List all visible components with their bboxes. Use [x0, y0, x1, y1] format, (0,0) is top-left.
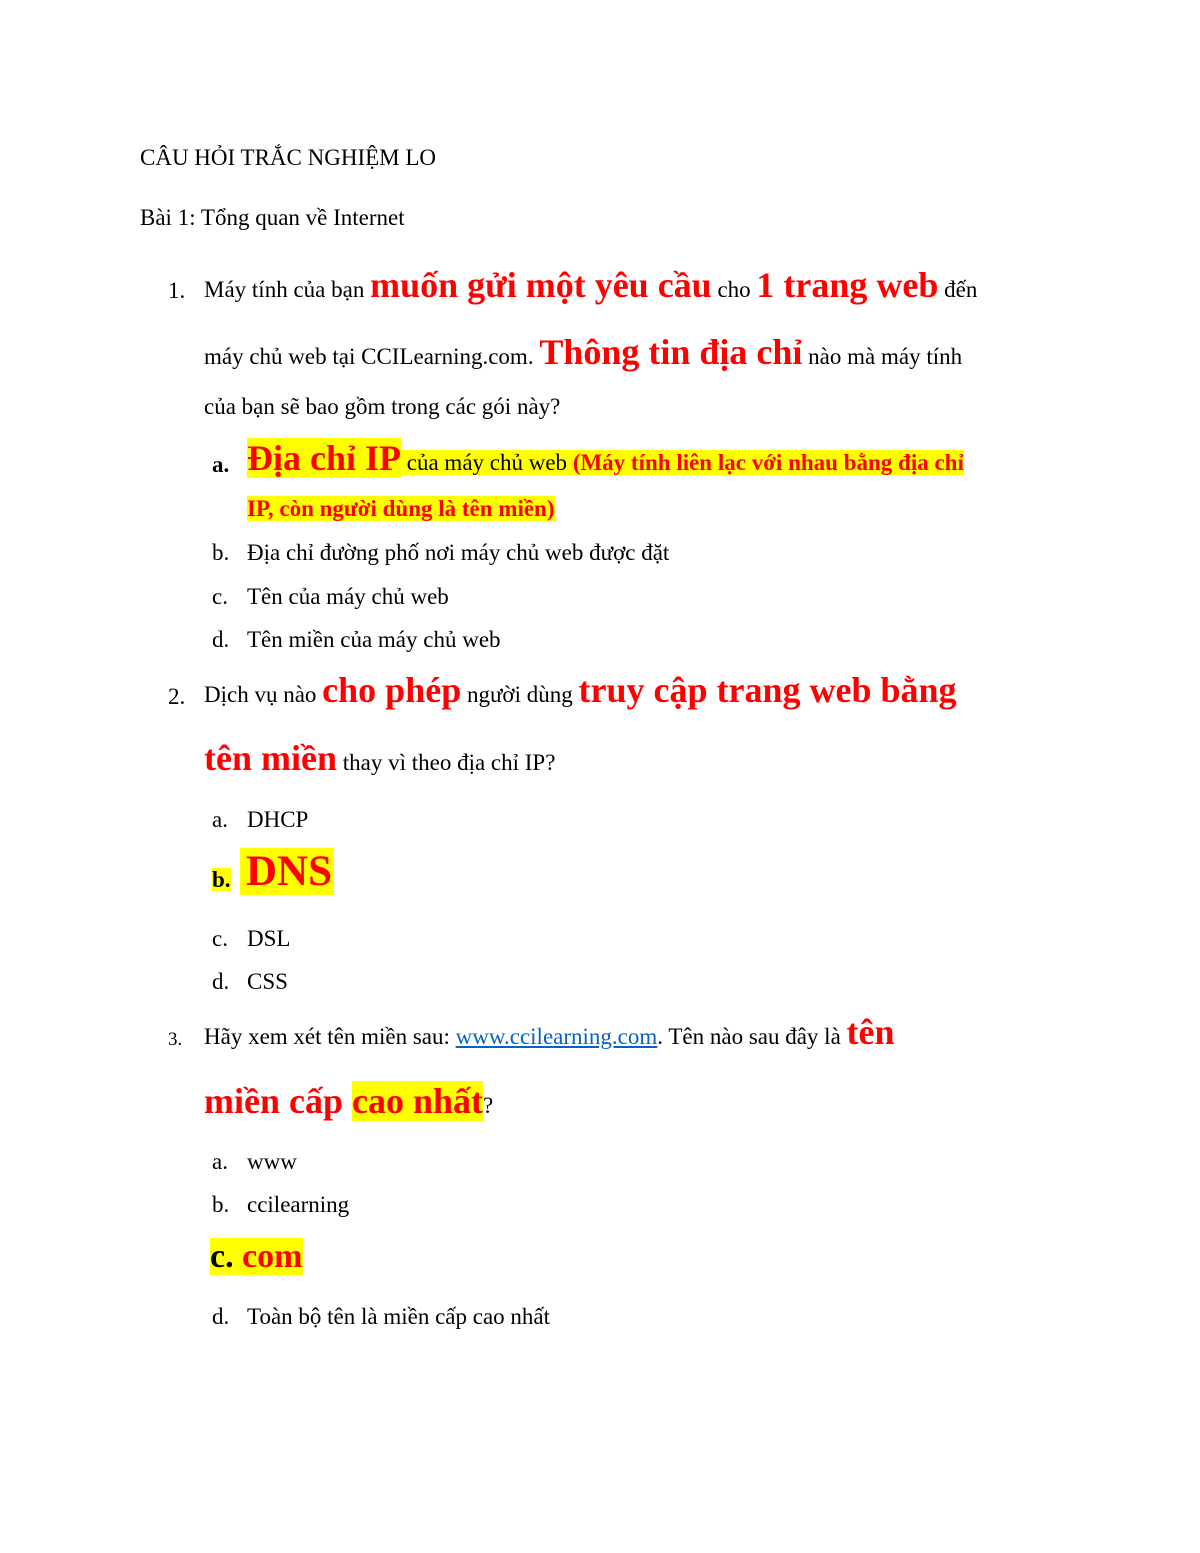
question-1-text: đến — [938, 277, 978, 302]
answer-text: của máy chủ web — [401, 450, 573, 475]
question-1-line-3: của bạn sẽ bao gồm trong các gói này? — [204, 394, 561, 419]
option-letter: b. — [212, 540, 230, 565]
question-1-text: cho — [711, 277, 757, 302]
document-heading: CÂU HỎI TRẮC NGHIỆM LO — [140, 145, 437, 170]
question-3-emphasis: tên — [846, 1012, 895, 1052]
question-3-text: Hãy xem xét tên miền sau: — [204, 1024, 456, 1049]
question-1-line-1 — [204, 267, 977, 308]
question-2-line-2 — [204, 740, 555, 781]
question-1-option-b: Địa chỉ đường phố nơi máy chủ web được đặt — [247, 540, 670, 565]
question-1-text: Máy tính của bạn — [204, 277, 371, 302]
option-letter: d. — [212, 1304, 230, 1329]
question-3-line-1 — [204, 1014, 895, 1055]
answer-highlight: DNS — [240, 848, 334, 895]
option-letter: a. — [212, 1149, 228, 1174]
question-1-emphasis: 1 trang web — [756, 265, 939, 305]
answer-highlight: com — [242, 1238, 303, 1275]
option-letter: b. — [212, 1192, 230, 1217]
question-1-option-d: Tên miền của máy chủ web — [247, 627, 501, 652]
question-1-text: nào mà máy tính — [802, 344, 963, 369]
lesson-title: Bài 1: Tổng quan về Internet — [140, 205, 405, 230]
question-1-answer-a — [247, 440, 964, 481]
question-1-line-2 — [204, 334, 962, 375]
question-1-emphasis: Thông tin địa chỉ — [539, 332, 803, 372]
question-2-emphasis: tên miền — [204, 738, 337, 778]
question-1-emphasis: muốn gửi một yêu cầu — [370, 265, 712, 305]
question-2-option-d: CSS — [247, 969, 288, 994]
option-letter: a. — [212, 452, 230, 477]
question-1-option-c: Tên của máy chủ web — [247, 584, 449, 609]
question-3-option-b: ccilearning — [247, 1192, 350, 1217]
domain-link[interactable]: www.ccilearning.com — [455, 1024, 658, 1049]
question-3-text: ? — [483, 1093, 494, 1118]
answer-note: IP, còn người dùng là tên miền) — [247, 496, 555, 521]
answer-highlight: Địa chỉ IP — [247, 438, 402, 478]
question-1-text: máy chủ web tại CCILearning.com. — [204, 344, 540, 369]
question-2-number: 2. — [168, 684, 186, 709]
question-3-answer-c — [210, 1237, 303, 1280]
option-letter: a. — [212, 807, 228, 832]
option-letter: d. — [212, 969, 230, 994]
question-3-line-2 — [204, 1081, 493, 1126]
question-3-number: 3. — [168, 1029, 183, 1050]
question-2-answer-b — [240, 848, 334, 902]
question-1-answer-a-continued — [247, 497, 555, 520]
option-letter: c. — [212, 584, 228, 609]
option-letter: b. — [212, 867, 231, 892]
question-3-text: . Tên nào sau đây là — [657, 1024, 847, 1049]
answer-note: (Máy tính liên lạc với nhau bằng địa chỉ — [572, 450, 964, 475]
question-3-emphasis-highlight: cao nhất — [352, 1081, 484, 1121]
question-3-option-d: Toàn bộ tên là miền cấp cao nhất — [247, 1304, 551, 1329]
option-letter: c. — [212, 926, 228, 951]
question-3-option-a: www — [247, 1149, 297, 1174]
option-letter: d. — [212, 627, 230, 652]
question-2-text: người dùng — [461, 682, 579, 707]
option-letter: c. — [210, 1238, 234, 1275]
question-2-option-a: DHCP — [247, 807, 309, 832]
question-2-text: thay vì theo địa chỉ IP? — [336, 750, 556, 775]
question-2-option-c: DSL — [247, 926, 291, 951]
question-2-emphasis: truy cập trang web bằng — [578, 670, 957, 710]
question-2-text: Dịch vụ nào — [204, 682, 323, 707]
question-3-emphasis: miền cấp — [204, 1081, 352, 1121]
question-2-emphasis: cho phép — [322, 670, 462, 710]
question-2-line-1 — [204, 672, 957, 713]
question-1-number: 1. — [168, 278, 186, 303]
